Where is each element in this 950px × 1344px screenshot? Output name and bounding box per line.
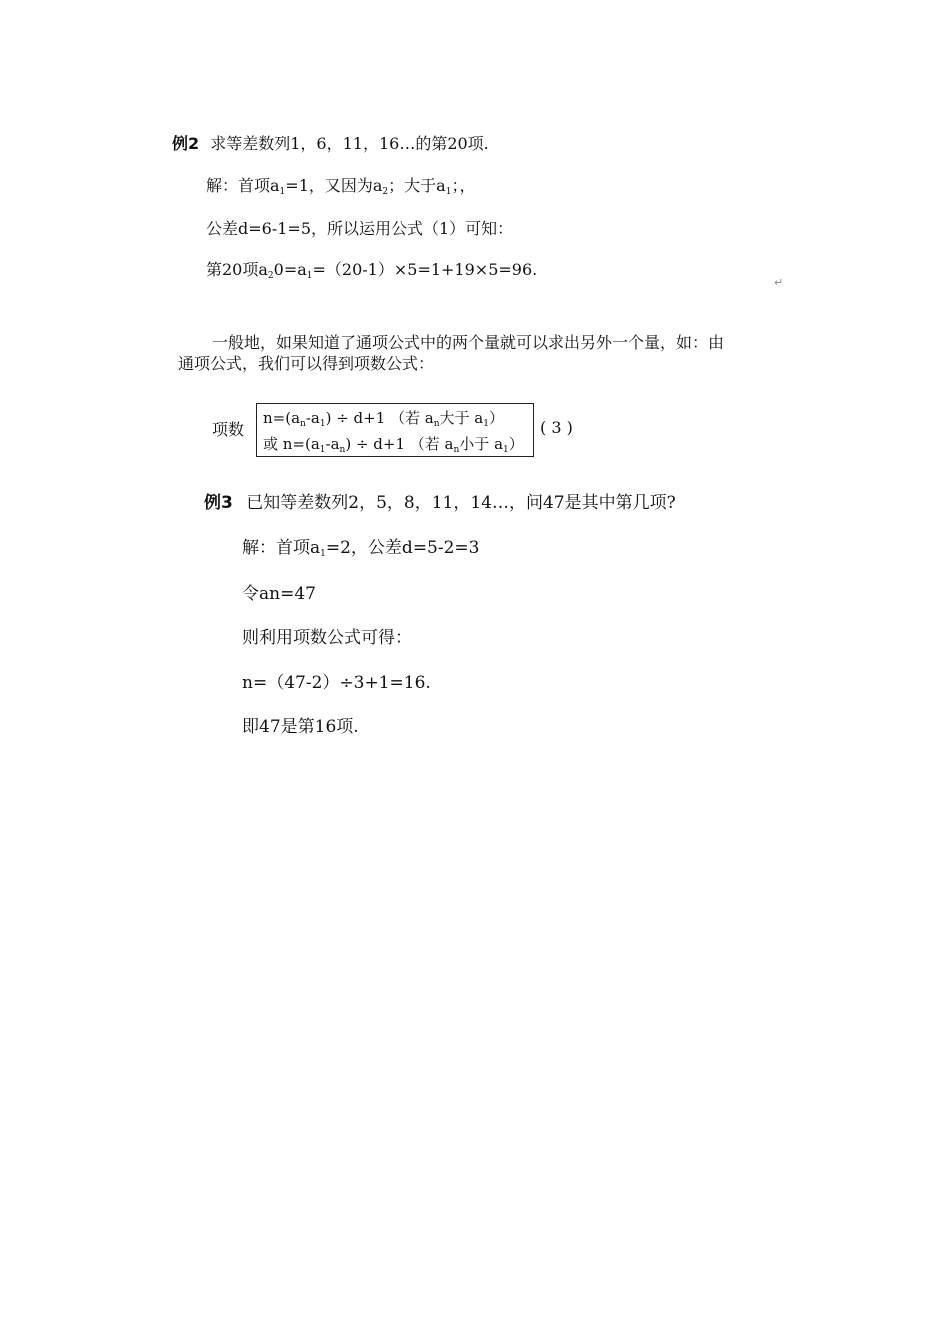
solution-text: =（20-1）×5=1+19×5=96. <box>312 260 538 279</box>
subscript: 2 <box>382 187 389 197</box>
formula-text: ） <box>488 409 504 427</box>
example-2-heading <box>172 134 489 154</box>
example-3-solution-line-2: 令an=47 <box>242 584 316 604</box>
subscript: n <box>453 445 460 455</box>
formula-text: 大于 a <box>439 409 484 427</box>
subscript: n <box>339 445 346 455</box>
formula-text: n=(a <box>263 409 301 427</box>
subscript: n <box>300 419 306 429</box>
formula-number: ( 3 ) <box>540 418 573 437</box>
formula-line-1 <box>263 407 504 428</box>
formula-text: -a <box>305 409 320 427</box>
solution-text: =2，公差d=5-2=3 <box>325 538 480 558</box>
formula-text: 或 n=(a <box>263 435 320 453</box>
solution-text: 0=a <box>273 260 307 279</box>
example-3-heading <box>204 493 676 513</box>
paragraph-line-2: 通项公式，我们可以得到项数公式： <box>178 354 435 373</box>
example-3-solution-line-3: 则利用项数公式可得： <box>242 628 412 648</box>
example-2-solution-line-2: 公差d=6-1=5，所以运用公式（1）可知： <box>206 219 514 238</box>
subscript: 1 <box>279 187 286 197</box>
solution-text: 第20项a <box>206 260 268 279</box>
solution-text: 大于a <box>404 176 446 195</box>
solution-text: 解：首项a <box>242 538 321 558</box>
formula-line-2 <box>263 433 524 454</box>
paragraph-return-mark: ↵ <box>774 276 784 289</box>
subscript: 1 <box>306 271 313 281</box>
subscript: 1 <box>319 445 326 455</box>
example-3-label: 例3 <box>204 493 233 513</box>
solution-text: ； <box>451 176 460 195</box>
paragraph-line-1: 一般地，如果知道了通项公式中的两个量就可以求出另外一个量，如：由 <box>212 333 725 352</box>
subscript: n <box>433 419 440 429</box>
example-3-solution-line-4: n=（47-2）÷3+1=16. <box>242 673 431 693</box>
example-3-solution-line-1 <box>242 538 480 558</box>
formula-text: 小于 a <box>459 435 504 453</box>
formula-box <box>256 403 534 457</box>
formula-text: ) ÷ d+1 （若 a <box>325 409 434 427</box>
subscript: 1 <box>503 445 509 455</box>
subscript: 1 <box>483 419 489 429</box>
formula-text: -a <box>325 435 340 453</box>
example-2-label: 例2 <box>172 134 200 153</box>
subscript: 1 <box>319 419 326 429</box>
solution-text: ， <box>459 176 476 195</box>
example-3-question: 已知等差数列2，5，8，11，14…，问47是其中第几项? <box>246 493 676 513</box>
subscript: 1 <box>445 187 452 197</box>
solution-text: 解：首项a <box>206 176 280 195</box>
subscript: 2 <box>267 271 274 281</box>
example-2-solution-line-3 <box>206 260 537 280</box>
example-2-question: 求等差数列1，6，11，16…的第20项. <box>210 134 489 153</box>
example-3-solution-line-5: 即47是第16项. <box>242 717 359 737</box>
formula-label: 项数 <box>212 420 245 439</box>
solution-text: ； <box>388 176 405 195</box>
subscript: 1 <box>320 549 326 559</box>
formula-text: ) ÷ d+1 （若 a <box>345 435 454 453</box>
example-2-solution-line-1 <box>206 176 475 196</box>
solution-text: =1，又因为a <box>285 176 383 195</box>
formula-text: ） <box>508 435 524 453</box>
